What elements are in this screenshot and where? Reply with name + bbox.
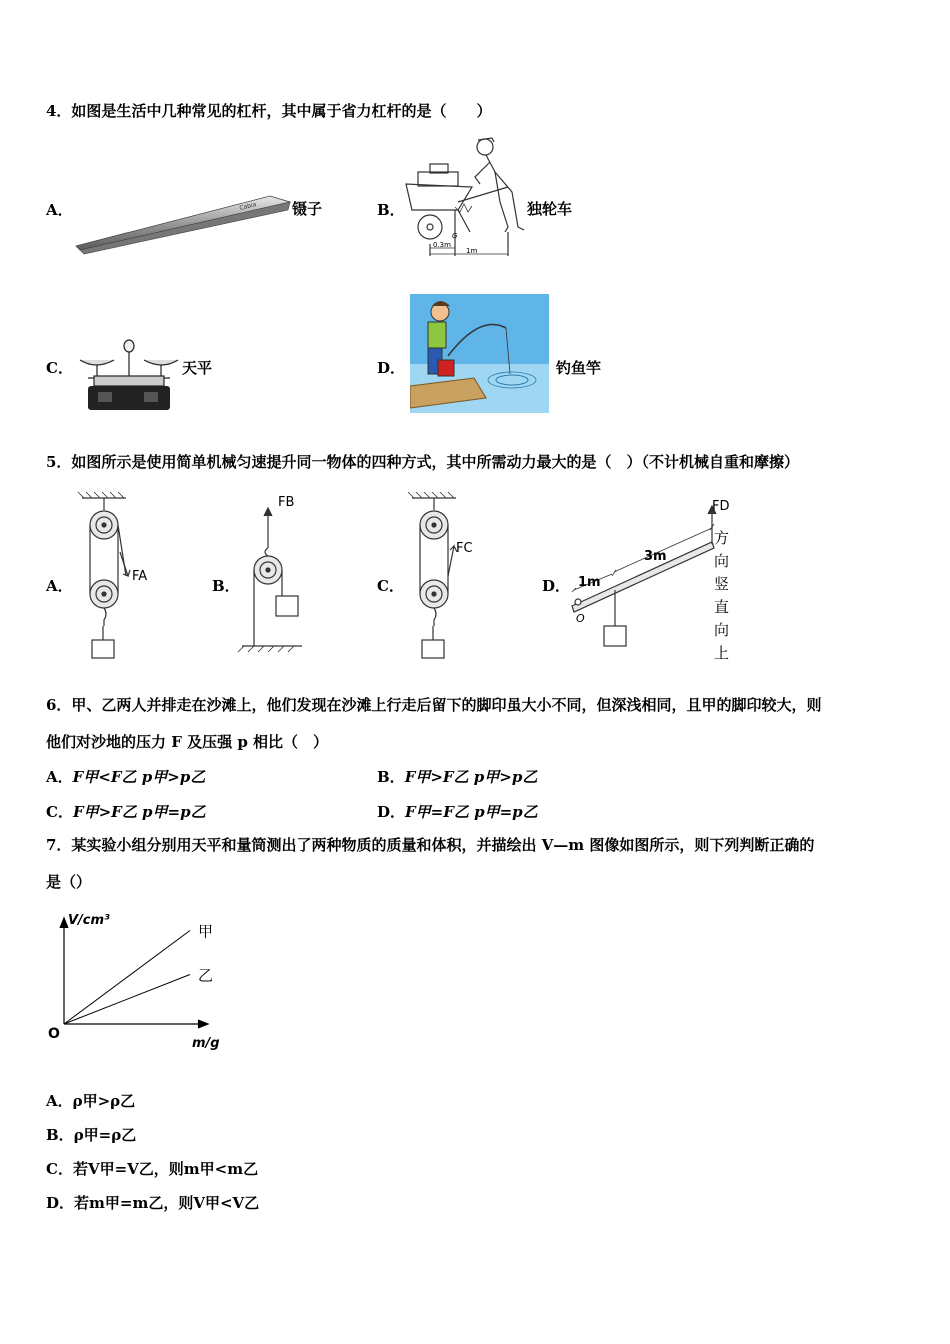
q7-option-d-text: 若m甲=m乙，则V甲<V乙	[74, 1194, 260, 1212]
q7-option-c-letter: C．	[46, 1160, 73, 1178]
q4-option-d-caption: 钓鱼竿	[556, 359, 602, 377]
series-line-1	[64, 931, 190, 1025]
v-m-chart	[40, 900, 230, 1052]
q6-option-b-text: F甲>F乙 p甲>p乙	[404, 768, 538, 786]
y-axis-arrow	[60, 918, 68, 928]
q5-option-b-letter[interactable]: B．	[212, 577, 240, 595]
pulley-system-b	[232, 490, 322, 662]
q6-option-c[interactable]	[46, 801, 206, 823]
origin-label: O	[48, 1026, 60, 1042]
q6-option-a-text: F甲<F乙 p甲>p乙	[72, 768, 206, 786]
q6-option-d[interactable]	[377, 801, 538, 823]
q7-option-d[interactable]	[46, 1192, 259, 1214]
q4-option-b-letter[interactable]: B．	[377, 201, 405, 219]
y-axis-label: V/cm³	[68, 913, 110, 928]
lever-short-len: 1m	[578, 575, 601, 590]
q4-stem: 4．如图是生活中几种常见的杠杆，其中属于省力杠杆的是（ ）	[46, 102, 492, 120]
dim-short: 0.3m	[433, 241, 451, 249]
q5-stem: 5．如图所示是使用简单机械匀速提升同一物体的四种方式，其中所需动力最大的是（ ）（不计机械自重和摩擦）	[46, 453, 799, 471]
q6-stem-line1: 6．甲、乙两人并排走在沙滩上，他们发现在沙滩上行走后留下的脚印虽大小不同，但深浅相同，且甲的脚印较大，则	[46, 696, 822, 714]
lever-long-len: 3m	[644, 549, 667, 564]
wheelbarrow-image	[400, 132, 530, 260]
tweezers-image	[70, 188, 292, 260]
q6-stem-line2: 他们对沙地的压力 F 及压强 p 相比（ ）	[46, 733, 329, 751]
series-label-1: 甲	[198, 922, 214, 941]
fishing-image	[410, 294, 549, 413]
q6-option-c-letter: C．	[46, 803, 73, 821]
q7-stem-line2: 是（）	[46, 873, 92, 891]
q6-option-d-letter: D．	[377, 803, 406, 821]
q7-option-a[interactable]	[46, 1090, 135, 1112]
q5-option-c-letter[interactable]: C．	[377, 577, 404, 595]
force-direction-note: 方向竖直向上	[714, 529, 730, 662]
g-label: G	[452, 232, 458, 240]
force-d-label: FD	[712, 499, 730, 514]
pulley-system-c	[400, 490, 490, 662]
force-b-label: FB	[278, 495, 295, 510]
force-c-label: FC	[456, 541, 473, 556]
q5-option-a-letter[interactable]: A．	[46, 577, 73, 595]
q4-option-c-letter[interactable]: C．	[46, 359, 73, 377]
q6-option-d-text: F甲=F乙 p甲=p乙	[405, 803, 538, 821]
q7-option-b-text: ρ甲=ρ乙	[73, 1126, 137, 1144]
x-axis-arrow	[198, 1020, 208, 1028]
q7-option-d-letter: D．	[46, 1194, 75, 1212]
q7-option-c[interactable]	[46, 1158, 258, 1180]
q4-option-d-letter[interactable]: D．	[377, 359, 406, 377]
pivot-label: O	[576, 612, 585, 625]
force-a-label: FA	[132, 569, 148, 584]
tweezers-brand: Cabia	[238, 201, 258, 212]
q4-option-c-caption: 天平	[182, 359, 213, 377]
q5-option-d-letter[interactable]: D．	[542, 577, 571, 595]
q6-option-b-letter: B．	[377, 768, 405, 786]
q6-option-b[interactable]	[377, 766, 537, 788]
series-label-2: 乙	[198, 966, 214, 985]
q4-option-a-letter[interactable]: A．	[46, 201, 73, 219]
q6-option-a-letter: A．	[46, 768, 73, 786]
q6-option-c-text: F甲>F乙 p甲=p乙	[72, 803, 206, 821]
pulley-system-a	[70, 490, 160, 662]
q7-option-a-letter: A．	[46, 1092, 73, 1110]
dim-long: 1m	[466, 247, 478, 255]
q4-option-b-caption: 独轮车	[527, 200, 573, 218]
balance-image	[74, 334, 184, 414]
series-line-2	[64, 975, 190, 1025]
q7-option-c-text: 若V甲=V乙，则m甲<m乙	[72, 1160, 259, 1178]
x-axis-label: m/g	[192, 1036, 220, 1051]
q7-option-b[interactable]	[46, 1124, 136, 1146]
q7-stem-line1: 7．某实验小组分别用天平和量筒测出了两种物质的质量和体积，并描绘出 V—m 图像如图所示，则下列判断正确的	[46, 836, 815, 854]
q6-option-a[interactable]	[46, 766, 205, 788]
q7-option-a-text: ρ甲>ρ乙	[72, 1092, 136, 1110]
q4-option-a-caption: 镊子	[292, 200, 323, 218]
q7-option-b-letter: B．	[46, 1126, 74, 1144]
